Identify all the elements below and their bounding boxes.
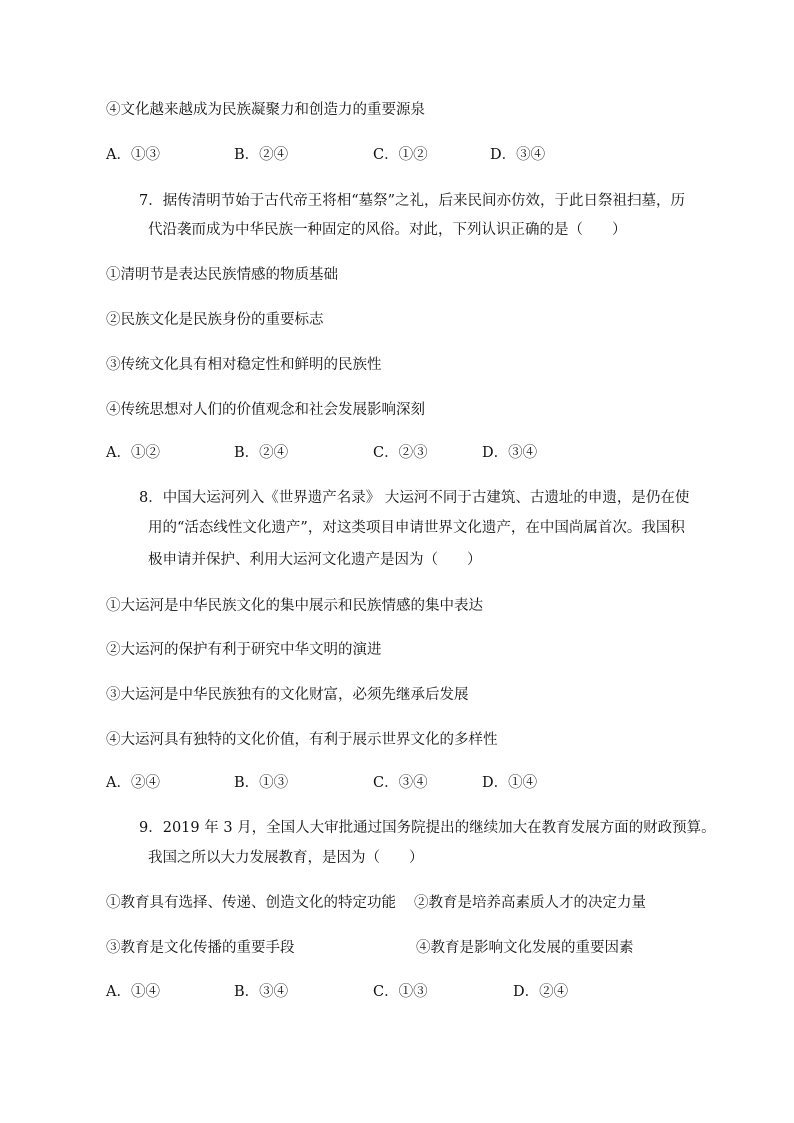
q7-stem-line-2: 代沿袭而成为中华民族一种固定的风俗。对此，下列认识正确的是（ ） [148,222,627,238]
q7-option-a: A．①② [106,445,160,461]
q8-stem-line-3: 极申请并保护、利用大运河文化遗产是因为（ ） [148,552,482,568]
q8-option-b: B．①③ [234,775,289,791]
q7-statement-4: ④传统思想对人们的价值观念和社会发展影响深刻 [106,402,425,418]
q9-stem-line-1: 9．2019 年 3 月，全国人大审批通过国务院提出的继续加大在教育发展方面的财政预算。 [139,820,716,836]
q6-option-b: B．②④ [234,147,289,163]
q7-statement-3: ③传统文化具有相对稳定性和鲜明的民族性 [106,357,382,373]
q6-option-a: A．①③ [106,147,160,163]
q9-statement-4: ④教育是影响文化发展的重要因素 [416,940,634,956]
q8-option-a: A．②④ [106,775,160,791]
q9-stem-line-2: 我国之所以大力发展教育，是因为（ ） [148,850,424,866]
q9-option-d: D．②④ [513,984,569,1000]
q7-option-b: B．②④ [234,445,289,461]
q9-option-c: C．①③ [373,984,428,1000]
q7-statement-2: ②民族文化是民族身份的重要标志 [106,312,324,328]
q8-stem-line-2: 用的“活态线性文化遗产”，对这类项目申请世界文化遗产，在中国尚属首次。我国积 [148,520,685,536]
q6-option-c: C．①② [373,147,428,163]
q8-statement-4: ④大运河具有独特的文化价值，有利于展示世界文化的多样性 [106,732,498,748]
q8-option-c: C．③④ [373,775,428,791]
q7-statement-1: ①清明节是表达民族情感的物质基础 [106,267,338,283]
q6-statement-4: ④文化越来越成为民族凝聚力和创造力的重要源泉 [106,102,425,118]
q8-statement-2: ②大运河的保护有利于研究中华文明的演进 [106,642,382,658]
q9-option-a: A．①④ [106,984,160,1000]
q7-stem-line-1: 7．据传清明节始于古代帝王将相“墓祭”之礼，后来民间亦仿效，于此日祭祖扫墓，历 [139,193,686,209]
q9-statement-1: ①教育具有选择、传递、创造文化的特定功能 [106,895,396,911]
q8-statement-1: ①大运河是中华民族文化的集中展示和民族情感的集中表达 [106,598,483,614]
q8-statement-3: ③大运河是中华民族独有的文化财富，必须先继承后发展 [106,687,469,703]
q9-statement-3: ③教育是文化传播的重要手段 [106,940,295,956]
q8-option-d: D．①④ [482,775,538,791]
q7-option-d: D．③④ [482,445,538,461]
q9-option-b: B．③④ [234,984,289,1000]
q8-stem-line-1: 8．中国大运河列入《世界遗产名录》 大运河不同于古建筑、古遗址的申遗，是仍在使 [139,490,690,506]
q6-option-d: D．③④ [490,147,546,163]
q9-statement-2: ②教育是培养高素质人才的决定力量 [414,895,646,911]
q7-option-c: C．②③ [373,445,428,461]
